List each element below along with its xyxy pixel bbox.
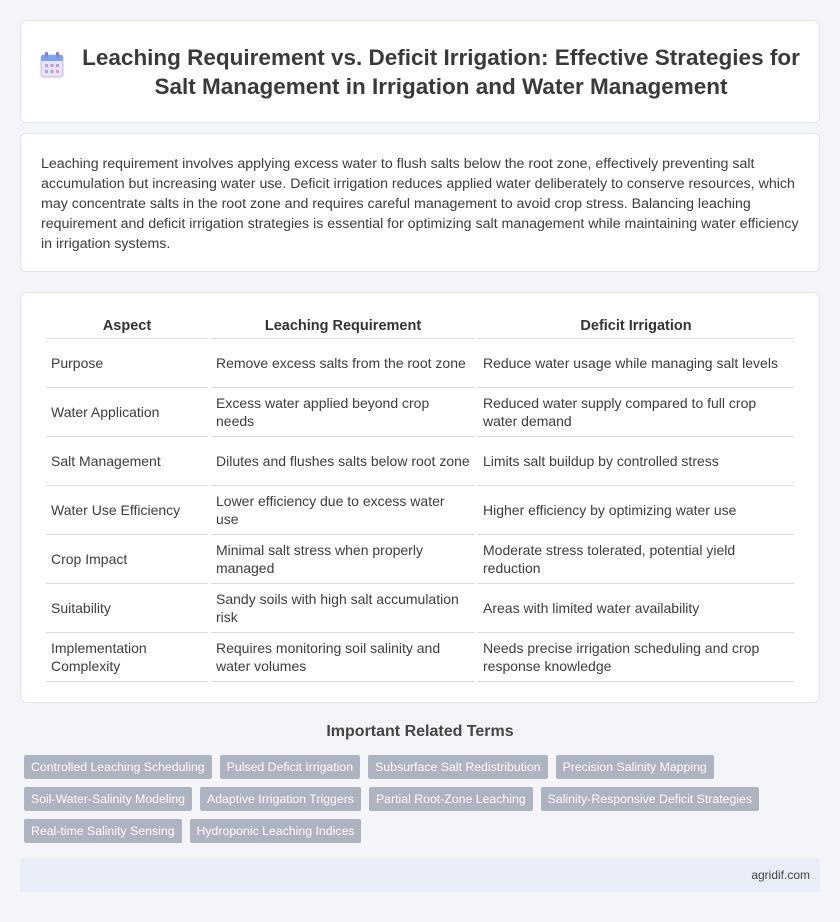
cell-leaching: Dilutes and flushes salts below root zone <box>211 437 475 486</box>
table-row <box>46 339 794 388</box>
table-row <box>46 437 794 486</box>
cell-aspect: Water Use Efficiency <box>46 486 208 535</box>
cell-leaching: Minimal salt stress when properly managed <box>211 535 475 584</box>
related-term-tag[interactable]: Partial Root-Zone Leaching <box>369 787 533 811</box>
calendar-icon <box>39 51 65 79</box>
related-term-tag[interactable]: Precision Salinity Mapping <box>556 755 714 779</box>
cell-aspect: Crop Impact <box>46 535 208 584</box>
related-terms-title: Important Related Terms <box>326 723 514 740</box>
cell-deficit: Limits salt buildup by controlled stress <box>478 437 794 486</box>
related-term-tag[interactable]: Controlled Leaching Scheduling <box>24 755 212 779</box>
title-card <box>20 20 820 123</box>
footer-site-link[interactable]: agridif.com <box>751 868 810 882</box>
cell-deficit: Needs precise irrigation scheduling and crop response knowledge <box>478 633 794 682</box>
title-wrap <box>19 43 821 101</box>
cell-aspect: Salt Management <box>46 437 208 486</box>
cell-aspect: Water Application <box>46 388 208 437</box>
related-terms-list <box>24 755 804 843</box>
cell-deficit: Moderate stress tolerated, potential yield reduction <box>478 535 794 584</box>
intro-card <box>20 133 820 272</box>
cell-leaching: Requires monitoring soil salinity and water volumes <box>211 633 475 682</box>
intro-paragraph: Leaching requirement involves applying excess water to flush salts below the root zone, effectively preventing salt accumulation but increasing water use. Deficit irrigation reduces applied water deliberately to conserve resources, which may concentrate salts in the root zone and requires careful management to avoid crop stress. Balancing leaching requirement and deficit irrigation strategies is essential for optimizing salt management while maintaining water efficiency in irrigation systems. <box>41 156 799 252</box>
header-deficit-irrigation: Deficit Irrigation <box>478 313 794 339</box>
table-row <box>46 486 794 535</box>
related-term-tag[interactable]: Pulsed Deficit Irrigation <box>220 755 360 779</box>
cell-deficit: Higher efficiency by optimizing water use <box>478 486 794 535</box>
related-term-tag[interactable]: Adaptive Irrigation Triggers <box>200 787 361 811</box>
table-row <box>46 633 794 682</box>
table-row <box>46 388 794 437</box>
related-term-tag[interactable]: Salinity-Responsive Deficit Strategies <box>541 787 759 811</box>
cell-leaching: Excess water applied beyond crop needs <box>211 388 475 437</box>
footer <box>20 858 820 892</box>
cell-aspect: Implementation Complexity <box>46 633 208 682</box>
cell-leaching: Sandy soils with high salt accumulation risk <box>211 584 475 633</box>
cell-aspect: Suitability <box>46 584 208 633</box>
related-term-tag[interactable]: Soil-Water-Salinity Modeling <box>24 787 192 811</box>
cell-deficit: Reduced water supply compared to full crop water demand <box>478 388 794 437</box>
header-aspect: Aspect <box>46 313 208 339</box>
cell-aspect: Purpose <box>46 339 208 388</box>
page-title: Leaching Requirement vs. Deficit Irrigation: Effective Strategies for Salt Management in Irrigation and Water Management <box>82 44 800 99</box>
table-header-row <box>46 313 794 339</box>
related-term-tag[interactable]: Real-time Salinity Sensing <box>24 819 182 843</box>
comparison-table <box>43 313 797 682</box>
cell-deficit: Areas with limited water availability <box>478 584 794 633</box>
comparison-card <box>20 292 820 703</box>
table-row <box>46 535 794 584</box>
cell-leaching: Lower efficiency due to excess water use <box>211 486 475 535</box>
cell-deficit: Reduce water usage while managing salt levels <box>478 339 794 388</box>
table-row <box>46 584 794 633</box>
related-term-tag[interactable]: Subsurface Salt Redistribution <box>368 755 547 779</box>
cell-leaching: Remove excess salts from the root zone <box>211 339 475 388</box>
header-leaching-requirement: Leaching Requirement <box>211 313 475 339</box>
related-term-tag[interactable]: Hydroponic Leaching Indices <box>190 819 362 843</box>
